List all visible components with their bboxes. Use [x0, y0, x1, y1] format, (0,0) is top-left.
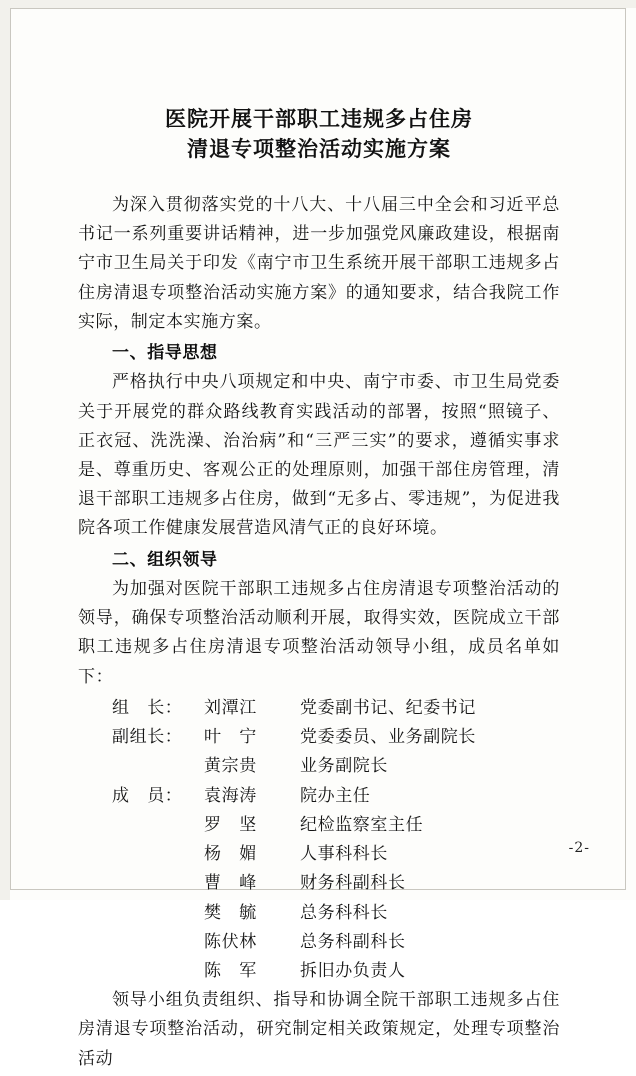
list-item — [78, 782, 560, 811]
list-item — [78, 723, 560, 752]
roster-name: 叶 宁 — [204, 727, 257, 748]
roster-post: 党委委员、业务副院长 — [300, 727, 476, 748]
document-body — [78, 191, 560, 1074]
roster-post: 院办主任 — [300, 785, 371, 806]
roster-post: 总务科副科长 — [300, 931, 406, 952]
list-item — [78, 869, 560, 898]
roster-post: 拆旧办负责人 — [300, 960, 406, 981]
intro-paragraph: 为深入贯彻落实党的十八大、十八届三中全会和习近平总书记一系列重要讲话精神，进一步加强党风廉政建设，根据南宁市卫生局关于印发《南宁市卫生系统开展干部职工违规多占住房清退专项整治活动实施方案》的通知要求，结合我院工作实际，制定本实施方案。 — [78, 194, 560, 332]
section-two-body: 为加强对医院干部职工违规多占住房清退专项整治活动的领导，确保专项整治活动顺利开展，取得实效，医院成立干部职工违规多占住房清退专项整治活动领导小组，成员名单如下： — [78, 578, 560, 687]
roster-role — [112, 899, 204, 928]
roster-name: 袁海涛 — [204, 785, 257, 806]
list-item — [78, 840, 560, 869]
roster-post: 人事科科长 — [300, 844, 388, 865]
roster-role — [112, 811, 204, 840]
roster-name: 黄宗贵 — [204, 756, 257, 777]
leadership-roster — [78, 694, 560, 986]
roster-name: 樊 毓 — [204, 902, 257, 923]
title-line-1: 医院开展干部职工违规多占住房 — [165, 106, 473, 131]
roster-role — [112, 928, 204, 957]
list-item — [78, 694, 560, 723]
list-item — [78, 752, 560, 781]
closing-paragraph: 领导小组负责组织、指导和协调全院干部职工违规多占住房清退专项整治活动，研究制定相关政策规定，处理专项整治活动 — [78, 990, 560, 1069]
roster-post: 党委副书记、纪委书记 — [300, 697, 476, 718]
section-one-body: 严格执行中央八项规定和中央、南宁市委、市卫生局党委关于开展党的群众路线教育实践活动的部署，按照“照镜子、正衣冠、洗洗澡、治治病”和“三严三实”的要求，遵循实事求是、尊重历史、客观公正的处理原则，加强干部住房管理，清退干部职工违规多占住房，做到“无多占、零违规”，为促进我院各项工作健康发展营造风清气正的良好环境。 — [78, 372, 560, 539]
roster-role: 副组长： — [112, 727, 183, 748]
roster-name: 曹 峰 — [204, 873, 257, 894]
roster-post: 纪检监察室主任 — [300, 814, 424, 835]
roster-name: 罗 坚 — [204, 814, 257, 835]
roster-role — [112, 957, 204, 986]
list-item — [78, 811, 560, 840]
roster-role: 成 员： — [112, 785, 183, 806]
page-title — [78, 104, 560, 165]
title-line-2: 清退专项整治活动实施方案 — [187, 136, 451, 162]
section-two-heading: 二、组织领导 — [112, 549, 218, 570]
roster-post: 业务副院长 — [300, 756, 388, 777]
page-number: -2- — [568, 840, 590, 856]
scan-edge-left — [0, 0, 10, 900]
roster-role — [112, 840, 204, 869]
document-content — [78, 104, 560, 1076]
roster-name: 陈伏林 — [204, 931, 257, 952]
scan-edge-top — [0, 0, 636, 8]
roster-name: 刘潭江 — [204, 697, 257, 718]
section-one-heading: 一、指导思想 — [112, 343, 218, 364]
list-item — [78, 928, 560, 957]
roster-post: 财务科副科长 — [300, 873, 406, 894]
roster-name: 陈 军 — [204, 960, 257, 981]
roster-role: 组 长： — [112, 697, 183, 718]
roster-role — [112, 752, 204, 781]
list-item — [78, 899, 560, 928]
roster-name: 杨 媚 — [204, 844, 257, 865]
list-item — [78, 957, 560, 986]
roster-post: 总务科科长 — [300, 902, 388, 923]
roster-role — [112, 869, 204, 898]
